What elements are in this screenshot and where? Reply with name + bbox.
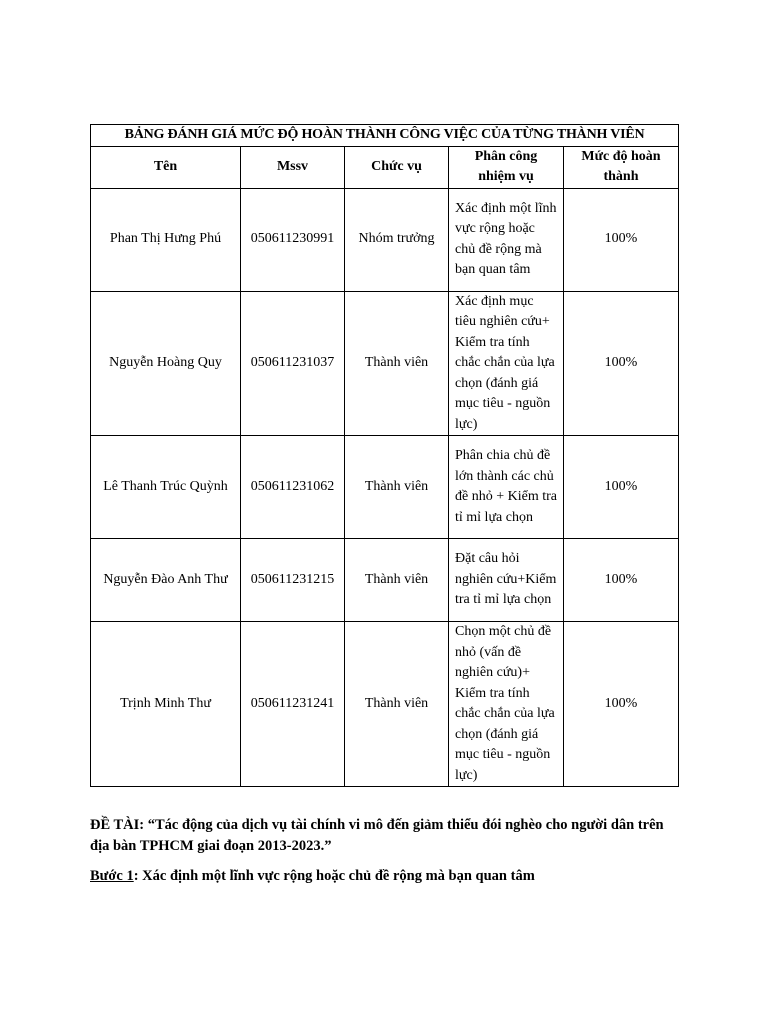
member-name: Trịnh Minh Thư (91, 622, 241, 787)
header-name: Tên (91, 146, 241, 188)
header-task: Phân công nhiệm vụ (449, 146, 564, 188)
table-header-row (91, 146, 679, 188)
member-task: Đặt câu hỏi nghiên cứu+Kiểm tra tỉ mỉ lựa chọn (449, 539, 564, 622)
member-name: Nguyễn Hoàng Quy (91, 291, 241, 436)
table-title-row (91, 125, 679, 147)
member-id: 050611231037 (241, 291, 345, 436)
table-row (91, 622, 679, 787)
member-id: 050611231241 (241, 622, 345, 787)
topic-text: : “Tác động của dịch vụ tài chính vi mô đến giảm thiểu đói nghèo cho người dân trên địa bàn TPHCM giai đoạn 2013-2023.” (90, 817, 664, 854)
member-role: Thành viên (345, 436, 449, 539)
member-completion: 100% (564, 622, 679, 787)
table-row (91, 188, 679, 291)
topic-label: ĐỀ TÀI (90, 817, 140, 833)
evaluation-table (90, 124, 679, 787)
member-name: Lê Thanh Trúc Quỳnh (91, 436, 241, 539)
member-task: Xác định một lĩnh vực rộng hoặc chủ đề rộng mà bạn quan tâm (449, 188, 564, 291)
header-completion: Mức độ hoàn thành (564, 146, 679, 188)
table-row (91, 291, 679, 436)
member-completion: 100% (564, 291, 679, 436)
topic-paragraph (90, 815, 680, 857)
header-role: Chức vụ (345, 146, 449, 188)
member-name: Nguyễn Đào Anh Thư (91, 539, 241, 622)
table-title: BẢNG ĐÁNH GIÁ MỨC ĐỘ HOÀN THÀNH CÔNG VIỆC CỦA TỪNG THÀNH VIÊN (91, 125, 679, 147)
member-task: Xác định mục tiêu nghiên cứu+ Kiểm tra tính chắc chắn của lựa chọn (đánh giá mục tiêu - nguồn lực) (449, 291, 564, 436)
member-task: Phân chia chủ đề lớn thành các chủ đề nhỏ + Kiểm tra tỉ mỉ lựa chọn (449, 436, 564, 539)
table-row (91, 436, 679, 539)
table-row (91, 539, 679, 622)
member-role: Thành viên (345, 291, 449, 436)
step-label: Bước 1 (90, 868, 134, 884)
member-name: Phan Thị Hưng Phú (91, 188, 241, 291)
member-role: Thành viên (345, 539, 449, 622)
member-completion: 100% (564, 539, 679, 622)
member-completion: 100% (564, 188, 679, 291)
step-text: : Xác định một lĩnh vực rộng hoặc chủ đề rộng mà bạn quan tâm (133, 868, 535, 884)
member-id: 050611231215 (241, 539, 345, 622)
member-task: Chọn một chủ đề nhỏ (vấn đề nghiên cứu)+ Kiểm tra tính chắc chắn của lựa chọn (đánh giá mục tiêu - nguồn lực) (449, 622, 564, 787)
step-paragraph (90, 866, 680, 887)
member-completion: 100% (564, 436, 679, 539)
member-id: 050611230991 (241, 188, 345, 291)
member-role: Thành viên (345, 622, 449, 787)
header-id: Mssv (241, 146, 345, 188)
member-role: Nhóm trưởng (345, 188, 449, 291)
member-id: 050611231062 (241, 436, 345, 539)
